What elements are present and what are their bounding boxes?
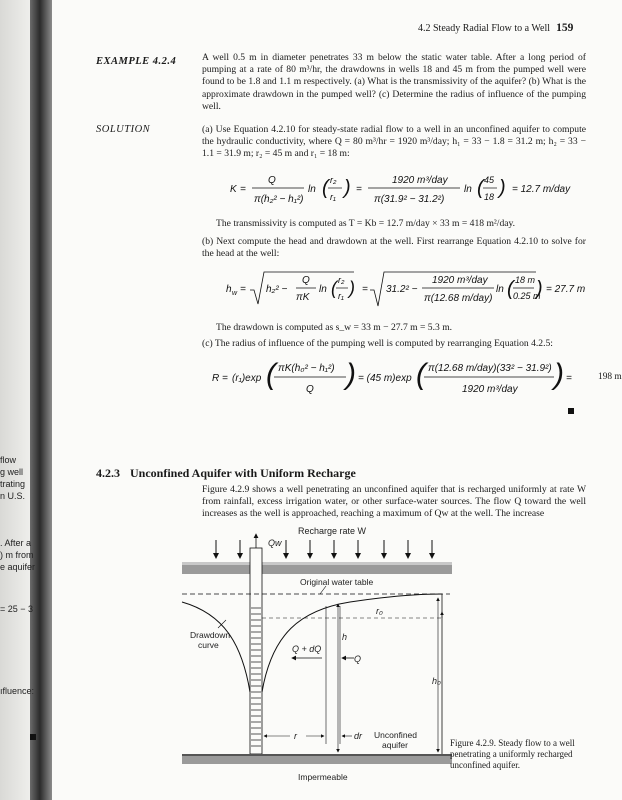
book-binding bbox=[30, 0, 52, 800]
example-label: EXAMPLE 4.2.4 bbox=[96, 56, 177, 67]
margin-fragment: trating bbox=[0, 479, 26, 489]
svg-text:= 12.7 m/day: = 12.7 m/day bbox=[512, 184, 571, 195]
svg-text:= (45 m)exp: = (45 m)exp bbox=[358, 373, 412, 384]
svg-text:h: h bbox=[226, 284, 232, 295]
equation-3-figure bbox=[210, 356, 586, 402]
solution-part-a: (a) Use Equation 4.2.10 for steady-state radial flow to a well in an unconfined aquifer to compute the hydraulic conductivity, where Q = 80 m³/hr = 1920 m³/day; h₁ = 33 − 1.8 = 31.2 m; h₂ = 33 − 1.1 = 31.9 m; r₂ = 45 m and r₁ = 18 m: bbox=[202, 124, 586, 160]
solution-part-b: (b) Next compute the head and drawdown at the well. First rearrange Equation 4.2.10 to solve for the head at the well: bbox=[202, 236, 586, 260]
svg-text:(: ( bbox=[507, 278, 514, 300]
h-label: h bbox=[342, 632, 348, 642]
svg-text:K: K bbox=[230, 184, 237, 195]
svg-text:ln: ln bbox=[308, 184, 316, 195]
svg-text:): ) bbox=[536, 278, 543, 300]
svg-text:r₂: r₂ bbox=[338, 275, 345, 285]
drawdown-curve-right bbox=[262, 594, 442, 692]
section-number: 4.2.3 bbox=[96, 466, 120, 480]
end-of-solution-mark bbox=[568, 408, 574, 414]
drawdown-text: The drawdown is computed as s_w = 33 m − 27.7 m = 5.3 m. bbox=[216, 322, 453, 333]
running-header bbox=[418, 22, 573, 34]
svg-text:πK: πK bbox=[296, 292, 310, 303]
svg-text:r₂: r₂ bbox=[330, 175, 337, 185]
water-table-leader bbox=[320, 586, 326, 594]
impermeable-label: Impermeable bbox=[298, 772, 348, 782]
q-dq-label: Q + dQ bbox=[292, 644, 322, 654]
margin-fragment: ) m from bbox=[0, 550, 34, 560]
svg-text:=: = bbox=[362, 284, 368, 295]
svg-text:(: ( bbox=[331, 278, 337, 298]
svg-text:(: ( bbox=[416, 358, 426, 391]
aquifer-label-2: aquifer bbox=[382, 740, 408, 750]
margin-fragment: flow bbox=[0, 455, 17, 465]
impermeable-top bbox=[182, 754, 452, 756]
margin-fragment: ıfluence: bbox=[0, 686, 35, 696]
svg-text:ln: ln bbox=[464, 184, 472, 195]
svg-text:=: = bbox=[240, 184, 246, 195]
section-title: Unconfined Aquifer with Uniform Recharge bbox=[130, 466, 356, 480]
svg-text:31.2² −: 31.2² − bbox=[386, 284, 418, 295]
svg-text:ln: ln bbox=[319, 284, 327, 295]
svg-text:): ) bbox=[349, 278, 355, 298]
svg-text:(: ( bbox=[477, 177, 484, 199]
margin-fragment: = 25 − 3 bbox=[0, 604, 34, 614]
svg-text:): ) bbox=[344, 177, 351, 199]
section-text: Figure 4.2.9 shows a well penetrating an unconfined aquifer that is recharged uniformly at rate W from rainfall, excess irrigation water, or other surface-water sources. The flow Q toward the well increases as the well is approached, reaching a maximum of Qw at the well. The increase bbox=[202, 484, 586, 520]
margin-fragment: g well bbox=[0, 467, 24, 477]
margin-fragment: e aquifer bbox=[0, 562, 36, 572]
equation-2-figure bbox=[224, 268, 584, 312]
equation-hydraulic-conductivity bbox=[216, 170, 586, 208]
drawdown-curve-label-2: curve bbox=[198, 640, 219, 650]
svg-text:ln: ln bbox=[496, 284, 504, 295]
svg-text:Q: Q bbox=[268, 175, 276, 186]
drawdown-curve-label: Drawdown bbox=[190, 630, 231, 640]
qw-label: Qw bbox=[268, 538, 282, 548]
equation-head-at-well bbox=[224, 268, 584, 312]
svg-text:r₁: r₁ bbox=[330, 192, 336, 202]
drawdown-leader bbox=[218, 620, 226, 628]
end-of-example-mark bbox=[30, 734, 36, 740]
r0-label: r₀ bbox=[376, 606, 383, 616]
svg-text:π(12.68 m/day): π(12.68 m/day) bbox=[424, 293, 493, 304]
svg-text:(: ( bbox=[266, 358, 276, 391]
svg-text:): ) bbox=[499, 177, 506, 199]
svg-text:h₂² −: h₂² − bbox=[266, 284, 288, 295]
transmissivity-text: The transmissivity is computed as T = Kb = 12.7 m/day × 33 m = 418 m²/day. bbox=[216, 218, 516, 229]
svg-text:=: = bbox=[356, 184, 362, 195]
well-casing bbox=[250, 548, 262, 754]
svg-text:Q: Q bbox=[302, 275, 310, 286]
svg-text:= 27.7 m: = 27.7 m bbox=[546, 284, 586, 295]
recharge-rate-label: Recharge rate W bbox=[298, 526, 367, 536]
q-label: Q bbox=[354, 654, 362, 664]
page-number: 159 bbox=[556, 22, 574, 34]
svg-text:=: = bbox=[240, 284, 246, 295]
equation-1-figure bbox=[216, 170, 586, 208]
equation-radius-of-influence bbox=[210, 356, 622, 402]
svg-text:w: w bbox=[232, 290, 238, 297]
solution-label: SOLUTION bbox=[96, 124, 151, 135]
svg-text:π(h₂² − h₁²): π(h₂² − h₁²) bbox=[254, 194, 304, 205]
svg-text:π(12.68 m/day)(33² − 31.9²): π(12.68 m/day)(33² − 31.9²) bbox=[428, 363, 552, 374]
ground-surface-top bbox=[182, 562, 452, 565]
svg-text:Q: Q bbox=[306, 384, 314, 395]
svg-text:1920 m³/day: 1920 m³/day bbox=[392, 175, 448, 186]
radius-result: 198 m bbox=[598, 372, 622, 382]
figure-caption bbox=[450, 738, 580, 771]
h0-label: h₀ bbox=[432, 676, 441, 686]
svg-text:r₁: r₁ bbox=[338, 291, 344, 301]
original-water-table-label: Original water table bbox=[300, 577, 374, 587]
figure-caption-label: Figure 4.2.9. bbox=[450, 738, 496, 748]
svg-text:45: 45 bbox=[484, 175, 495, 185]
dr-label: dr bbox=[354, 731, 363, 741]
svg-text:(: ( bbox=[322, 177, 329, 199]
svg-text:πK(h₀² − h₁²): πK(h₀² − h₁²) bbox=[278, 363, 335, 374]
svg-text:R: R bbox=[212, 373, 220, 384]
svg-text:18: 18 bbox=[484, 192, 495, 202]
section-heading bbox=[96, 466, 356, 481]
svg-text:=: = bbox=[566, 373, 572, 384]
figure-well-recharge-diagram bbox=[180, 524, 460, 788]
aquifer-label: Unconfined bbox=[374, 730, 418, 740]
recharge-arrows bbox=[216, 540, 432, 558]
margin-fragment: n U.S. bbox=[0, 491, 26, 501]
svg-text:18 m: 18 m bbox=[515, 275, 536, 285]
r-label: r bbox=[294, 731, 297, 741]
svg-text:1920 m³/day: 1920 m³/day bbox=[462, 384, 518, 395]
svg-text:=: = bbox=[222, 373, 228, 384]
header-section: 4.2 Steady Radial Flow to a Well bbox=[418, 23, 551, 34]
svg-text:π(31.9² − 31.2²): π(31.9² − 31.2²) bbox=[374, 194, 445, 205]
solution-part-c: (c) The radius of influence of the pumping well is computed by rearranging Equation 4.2.5: bbox=[202, 338, 553, 349]
svg-text:): ) bbox=[346, 358, 356, 391]
margin-fragment: . After a bbox=[0, 538, 32, 548]
svg-text:0.25 m: 0.25 m bbox=[513, 291, 541, 301]
svg-text:1920 m³/day: 1920 m³/day bbox=[432, 275, 488, 286]
svg-text:): ) bbox=[554, 358, 564, 391]
example-text: A well 0.5 m in diameter penetrates 33 m below the static water table. After a long period of pumping at a rate of 80 m³/hr, the drawdowns in wells 18 and 45 m from the pumped well were found to be 1.8 and 1.1 m respectively. (a) What is the transmissivity of the aquifer? (b) What is the approximate drawdown in the pumped well? (c) Determine the radius of influence of the pumping well. bbox=[202, 52, 586, 112]
figure-caption-text: Steady flow to a well penetrating a uniformly recharged unconfined aquifer. bbox=[450, 738, 575, 770]
svg-text:(r₁)exp: (r₁)exp bbox=[232, 373, 262, 384]
